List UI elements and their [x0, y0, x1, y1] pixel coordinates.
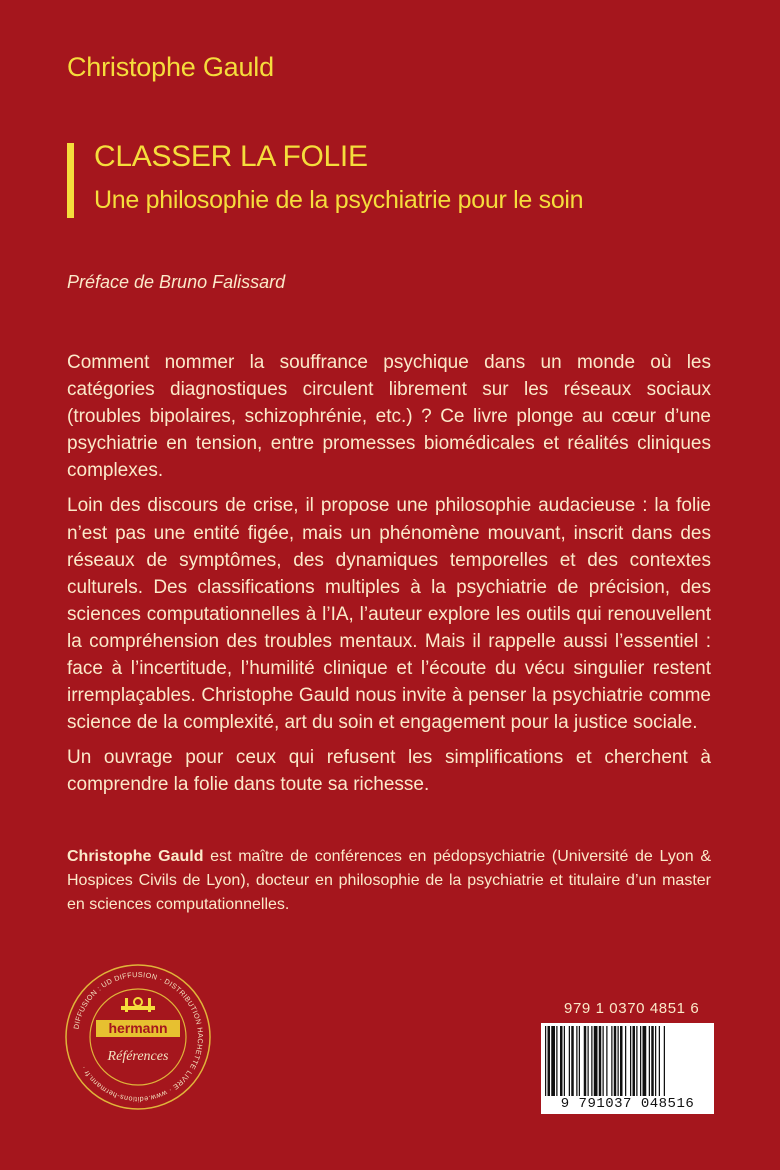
bio-text: est maître de conférences en pédopsychiatrie (Université de Lyon & Hospices Civils de Lyon), docteur en philosophie de la psychiatrie et titulaire d’un master en sciences computationnelles. [67, 848, 711, 913]
barcode-bar [571, 1026, 574, 1096]
barcode-bar [643, 1026, 647, 1096]
barcode-bar [579, 1026, 580, 1096]
barcode-bar [606, 1026, 607, 1096]
barcode-bar [620, 1026, 623, 1096]
barcode-bar [599, 1026, 602, 1096]
barcode-bar [594, 1026, 598, 1096]
hermann-emblem-icon [121, 998, 155, 1012]
barcode-bar [556, 1026, 557, 1096]
isbn-number: 979 1 0370 4851 6 [564, 1000, 700, 1017]
publisher-ring-text: DIFFUSION : UD DIFFUSION · DISTRIBUTION HACHETTE LIVRE · www.editions-hermann.fr · [71, 969, 206, 1105]
barcode-bar [584, 1026, 587, 1096]
barcode-bar [651, 1026, 654, 1096]
barcode-bar [560, 1026, 563, 1096]
barcode-bar [614, 1026, 617, 1096]
barcode-digits: 9 791037 048516 [541, 1096, 714, 1112]
title-block [67, 140, 727, 222]
barcode-bar [618, 1026, 619, 1096]
barcode-bar [640, 1026, 641, 1096]
barcode-bar [576, 1026, 577, 1096]
back-cover-blurb [67, 349, 711, 807]
barcode-bar [548, 1026, 551, 1096]
barcode-bar [633, 1026, 636, 1096]
barcode-bar [655, 1026, 656, 1096]
blurb-paragraph: Comment nommer la souffrance psychique dans un monde où les catégories diagnostiques circulent librement sur les réseaux sociaux (troubles bipolaires, schizophrénie, etc.) ? Ce livre plonge au cœur d’une psychiatrie en tension, entre promesses biomédicales et réalités cliniques complexes. [67, 352, 711, 482]
author-bio [67, 845, 711, 917]
blurb-paragraph: Loin des discours de crise, il propose une philosophie audacieuse : la folie n’est pas une entité figée, mais un phénomène mouvant, inscrit dans des réseaux de symptômes, des dynamiques temporelles et des contextes culturels. Des classifications multiples à la psychiatrie de précision, des sciences computationnelles à l’IA, l’auteur explore les outils qui renouvellent la compréhension des troubles mentaux. Mais il rappelle aussi l’essentiel : face à l’incertitude, l’humilité clinique et l’écoute du vécu singulier restent irremplaçables. Christophe Gauld nous invite à penser la psychiatrie comme science de la complexité, art du soin et engagement pour la justice sociale. [67, 495, 711, 734]
barcode-bar [649, 1026, 650, 1096]
barcode-bar [564, 1026, 565, 1096]
barcode-bar [551, 1026, 555, 1096]
publisher-logo-seal [63, 962, 213, 1112]
preface-credit: Préface de Bruno Falissard [67, 272, 286, 292]
barcode-bar [636, 1026, 637, 1096]
barcode [541, 1023, 714, 1114]
collection-name: Références [107, 1049, 169, 1064]
barcode-bar [591, 1026, 592, 1096]
title-accent-bar [67, 143, 74, 218]
barcode-bar [545, 1026, 546, 1096]
book-subtitle: Une philosophie de la psychiatrie pour le soin [94, 186, 584, 214]
barcode-bar [611, 1026, 612, 1096]
barcode-bar [588, 1026, 589, 1096]
barcode-bar [603, 1026, 604, 1096]
book-title: CLASSER LA FOLIE [94, 140, 368, 173]
barcode-bar [569, 1026, 570, 1096]
bio-author-name: Christophe Gauld [67, 848, 204, 865]
author-name: Christophe Gauld [67, 52, 274, 82]
publisher-name: hermann [108, 1020, 168, 1036]
barcode-bar [625, 1026, 626, 1096]
blurb-paragraph: Un ouvrage pour ceux qui refusent les simplifications et cherchent à comprendre la folie dans toute sa richesse. [67, 747, 711, 796]
barcode-bar [664, 1026, 665, 1096]
barcode-bar [659, 1026, 660, 1096]
barcode-bar [630, 1026, 631, 1096]
